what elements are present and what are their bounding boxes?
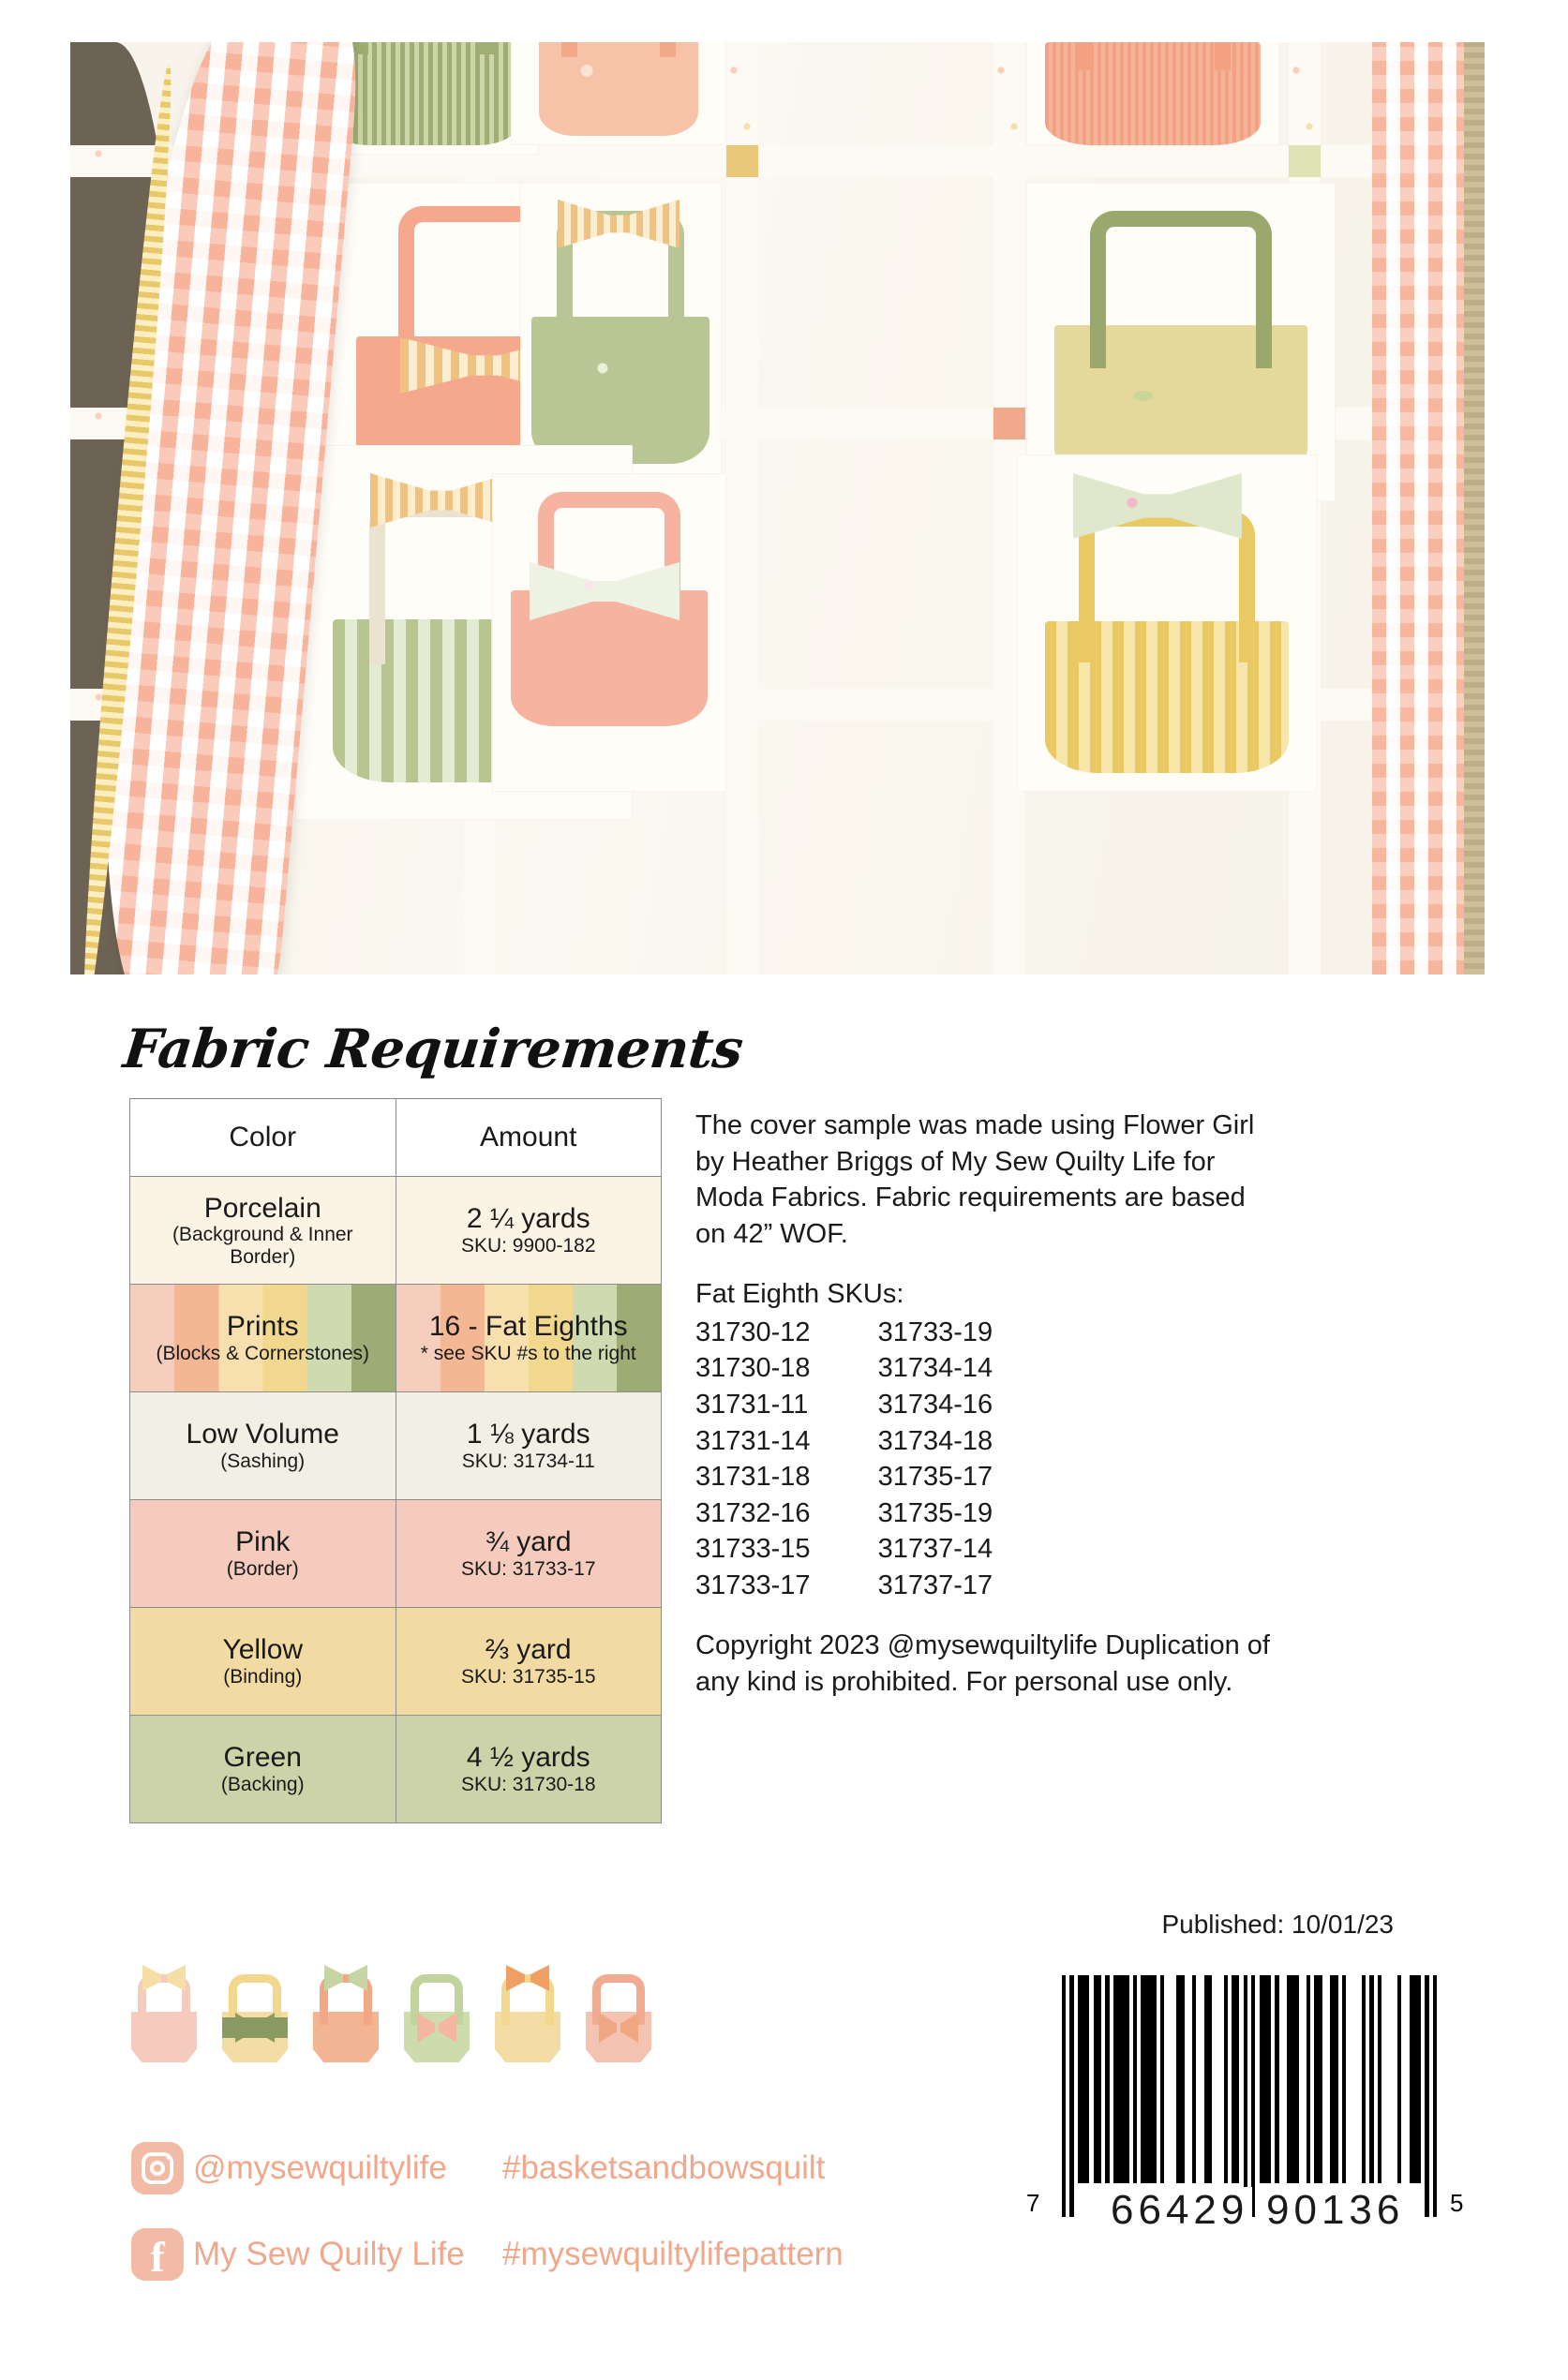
basket-handle	[352, 42, 494, 54]
bow-icon	[324, 1965, 367, 1991]
photo-block	[1026, 183, 1336, 501]
fabric-color-cell-content	[130, 1629, 396, 1693]
fabric-color-usage: (Binding)	[223, 1666, 303, 1688]
social-row-instagram[interactable]	[131, 2125, 975, 2211]
instagram-hashtag[interactable]: #basketsandbowsquilt	[502, 2149, 826, 2186]
column-header-color	[130, 1099, 396, 1177]
table-row	[130, 1716, 662, 1823]
bow-icon	[506, 1965, 549, 1991]
sku-row	[695, 1531, 993, 1568]
fabric-color-cell-content	[130, 1305, 396, 1370]
sku-right-value: 31737-14	[877, 1534, 993, 1565]
facebook-handle[interactable]: My Sew Quilty Life	[193, 2236, 465, 2272]
barcode-group-two: 90136	[1262, 2187, 1408, 2234]
column-header-amount	[396, 1099, 662, 1177]
fabric-amount-cell-content	[396, 1521, 662, 1585]
fabric-amount-cell-value: 1 ⅛ yards	[466, 1419, 590, 1450]
fabric-amount-cell-value: 4 ½ yards	[466, 1742, 590, 1774]
fabric-color-cell-value: Prints	[226, 1311, 299, 1343]
fabric-amount-cell	[396, 1392, 662, 1500]
barcode-bar	[1085, 1975, 1089, 2183]
fabric-color-cell-content	[130, 1187, 396, 1274]
barcode-bar	[1369, 1975, 1373, 2183]
fabric-amount-cell	[396, 1716, 662, 1823]
facebook-f-glyph: f	[150, 2233, 165, 2281]
fabric-amount-sku: SKU: 31734-11	[461, 1450, 595, 1473]
column-header-color-label: Color	[229, 1122, 297, 1153]
barcode-bar	[1098, 1975, 1101, 2183]
sku-right-value: 31735-17	[877, 1462, 993, 1493]
basket-sash-bow-icon	[417, 2013, 456, 2043]
photo-block	[1026, 42, 1279, 145]
barcode-bar	[1180, 1975, 1184, 2183]
fabric-color-cell	[130, 1285, 396, 1392]
barcode-group-one: 66429	[1107, 2187, 1252, 2234]
barcode-bar	[1192, 1975, 1196, 2183]
photo-cornerstone	[993, 408, 1025, 439]
fabric-amount-cell-value: 2 ¼ yards	[466, 1203, 590, 1235]
basket-pink-peach-sash-icon	[584, 1961, 653, 2062]
barcode	[1026, 1975, 1476, 2266]
sku-row	[695, 1350, 993, 1387]
barcode-bar	[1244, 1975, 1247, 2217]
fabric-color-usage: (Sashing)	[220, 1450, 306, 1473]
fabric-amount-cell	[396, 1177, 662, 1285]
fabric-color-cell-value: Yellow	[222, 1634, 304, 1666]
sku-left-value: 31733-17	[695, 1569, 811, 1600]
barcode-right-digit: 5	[1450, 2189, 1464, 2217]
facebook-icon[interactable]	[131, 2228, 184, 2281]
basket-sash-bow-icon	[235, 2013, 275, 2043]
barcode-bar	[1251, 1975, 1255, 2217]
barcode-bar	[1125, 1975, 1128, 2183]
barcode-bar	[1160, 1975, 1164, 2183]
basket-handle	[1075, 42, 1231, 70]
barcode-bar	[1397, 1975, 1401, 2183]
fabric-amount-sku: SKU: 31730-18	[460, 1774, 596, 1796]
barcode-bar	[1433, 1975, 1437, 2217]
table-row	[130, 1177, 662, 1285]
photo-basket-yellow	[1045, 511, 1289, 773]
barcode-bar	[1105, 1975, 1109, 2183]
barcode-bar	[1307, 1975, 1310, 2183]
photo-edge-binding	[1464, 42, 1485, 974]
barcode-bar	[1062, 1975, 1066, 2217]
sku-right-value: 31737-17	[877, 1569, 993, 1600]
barcode-bar	[1267, 1975, 1271, 2183]
sku-row	[695, 1459, 993, 1495]
fabric-color-cell-value: Pink	[235, 1526, 291, 1558]
sku-left-value: 31730-12	[695, 1316, 811, 1347]
fabric-color-cell-content	[130, 1736, 396, 1801]
fabric-color-cell	[130, 1716, 396, 1823]
fabric-color-cell	[130, 1392, 396, 1500]
instagram-dot-icon	[167, 2155, 172, 2160]
fabric-amount-cell-value: ¾ yard	[485, 1526, 572, 1558]
fabric-amount-sku: * see SKU #s to the right	[420, 1343, 636, 1365]
fabric-color-cell-value: Green	[223, 1742, 302, 1774]
basket-yellow-green-sash-icon	[220, 1961, 290, 2062]
barcode-bar	[1342, 1975, 1346, 2183]
photo-block	[511, 42, 726, 145]
fabric-amount-cell-content	[396, 1629, 662, 1693]
fabric-color-usage: (Blocks & Cornerstones)	[156, 1343, 370, 1365]
sku-right-value: 31735-19	[877, 1497, 993, 1528]
sku-row	[695, 1495, 993, 1532]
fabric-table-body	[130, 1177, 662, 1823]
barcode-bar	[1275, 1975, 1278, 2183]
sku-right-value: 31734-18	[877, 1425, 993, 1456]
cover-sample-note: The cover sample was made using Flower Girl by Heather Briggs of My Sew Quilty Life for Moda Fabrics. Fabric requirements are based on 42” WOF.	[695, 1110, 1255, 1249]
fabric-amount-cell-content	[396, 1736, 662, 1801]
column-header-amount-label: Amount	[480, 1122, 577, 1153]
page-title: Fabric Requirements	[120, 1018, 746, 1080]
photo-basket-green-floral	[531, 211, 709, 464]
sku-left-value: 31732-16	[695, 1497, 811, 1528]
facebook-hashtag[interactable]: #mysewquiltylifepattern	[502, 2236, 844, 2272]
barcode-bar	[1224, 1975, 1228, 2183]
fabric-amount-cell	[396, 1608, 662, 1716]
photo-cornerstone	[1289, 145, 1321, 177]
barcode-bar	[1319, 1975, 1322, 2183]
sku-right-value: 31734-16	[877, 1389, 993, 1420]
photo-cornerstone	[726, 145, 758, 177]
pattern-info-column	[695, 1108, 1277, 1724]
barcode-bar	[1294, 1975, 1298, 2183]
barcode-bar	[1069, 1975, 1073, 2217]
sku-left-value: 31730-18	[695, 1353, 811, 1384]
basket-green-pink-sash-icon	[402, 1961, 471, 2062]
barcode-left-digit: 7	[1026, 2189, 1040, 2217]
basket-peach-green-bow-icon	[311, 1961, 381, 2062]
barcode-bar	[1235, 1975, 1239, 2183]
fabric-color-usage: (Border)	[226, 1558, 299, 1581]
barcode-bar	[1362, 1975, 1366, 2183]
photo-block	[1017, 454, 1317, 792]
fabric-color-cell	[130, 1500, 396, 1608]
fabric-color-usage: (Backing)	[220, 1774, 305, 1796]
quilt-photo-canvas	[70, 42, 1485, 974]
fabric-amount-cell-value: ⅔ yard	[485, 1634, 572, 1666]
fabric-amount-sku: SKU: 31733-17	[460, 1558, 596, 1581]
basket-handle	[561, 42, 676, 57]
sku-row	[695, 1568, 993, 1604]
fabric-color-cell-value: Low Volume	[186, 1419, 339, 1450]
fabric-amount-sku: SKU: 9900-182	[460, 1235, 596, 1257]
barcode-bar	[1417, 1975, 1421, 2183]
social-links	[131, 2125, 975, 2298]
barcode-bar	[1378, 1975, 1381, 2183]
sku-row	[695, 1315, 993, 1351]
instagram-handle[interactable]: @mysewquiltylife	[193, 2149, 447, 2186]
fabric-amount-cell-content	[396, 1197, 662, 1262]
fat-eighth-sku-table	[695, 1315, 993, 1604]
table-row	[130, 1285, 662, 1392]
fabric-amount-cell-value: 16 - Fat Eighths	[428, 1311, 628, 1343]
fabric-amount-cell	[396, 1285, 662, 1392]
sku-left-value: 31731-14	[695, 1425, 811, 1456]
instagram-lens-icon	[150, 2161, 165, 2176]
fabric-color-usage: (Background & Inner Border)	[172, 1224, 353, 1268]
sku-row	[695, 1387, 993, 1423]
barcode-bar	[1335, 1975, 1338, 2183]
fabric-color-cell	[130, 1608, 396, 1716]
fabric-color-cell-content	[130, 1521, 396, 1585]
photo-basket-coral-large	[1045, 42, 1261, 145]
bow-icon	[142, 1965, 186, 1991]
fabric-color-cell-content	[130, 1413, 396, 1478]
basket-icon-row	[129, 1961, 673, 2066]
fabric-amount-cell-content	[396, 1413, 662, 1478]
photo-basket-leaf	[1054, 211, 1307, 483]
fabric-requirements-table	[129, 1098, 662, 1823]
basket-sash-bow-icon	[599, 2013, 638, 2043]
table-header-row	[130, 1099, 662, 1177]
sku-right-value: 31733-19	[877, 1316, 993, 1347]
sku-left-value: 31733-15	[695, 1534, 811, 1565]
cover-photo	[70, 42, 1485, 974]
basket-handle	[1090, 211, 1272, 368]
photo-basket-peach-flower	[539, 42, 698, 136]
barcode-bars	[1062, 1975, 1437, 2217]
barcode-bar	[1208, 1975, 1212, 2183]
fabric-amount-sku: SKU: 31735-15	[460, 1666, 596, 1688]
sku-left-value: 31731-11	[695, 1389, 809, 1420]
sku-left-value: 31731-18	[695, 1462, 811, 1493]
sku-right-value: 31734-14	[877, 1353, 993, 1384]
fabric-amount-cell	[396, 1500, 662, 1608]
barcode-bar	[1133, 1975, 1137, 2183]
instagram-icon[interactable]	[131, 2142, 184, 2194]
table-row	[130, 1608, 662, 1716]
fabric-color-cell	[130, 1177, 396, 1285]
fabric-color-cell-value: Porcelain	[203, 1192, 321, 1224]
photo-block	[492, 473, 726, 792]
copyright-note: Copyright 2023 @mysewquiltylife Duplication of any kind is prohibited. For personal use only.	[695, 1630, 1270, 1697]
social-row-facebook[interactable]	[131, 2211, 975, 2298]
basket-pink-yellow-bow-icon	[129, 1961, 199, 2062]
photo-sashing-vertical	[726, 42, 758, 974]
sku-row	[695, 1423, 993, 1460]
table-row	[130, 1392, 662, 1500]
sku-heading: Fat Eighth SKUs:	[695, 1279, 904, 1310]
barcode-bar	[1425, 1975, 1428, 2217]
published-date: Published: 10/01/23	[1161, 1910, 1394, 1939]
fabric-amount-cell-content	[396, 1305, 662, 1370]
table-row	[130, 1500, 662, 1608]
basket-yellow-orange-bow-icon	[493, 1961, 562, 2062]
barcode-bar	[1153, 1975, 1157, 2183]
